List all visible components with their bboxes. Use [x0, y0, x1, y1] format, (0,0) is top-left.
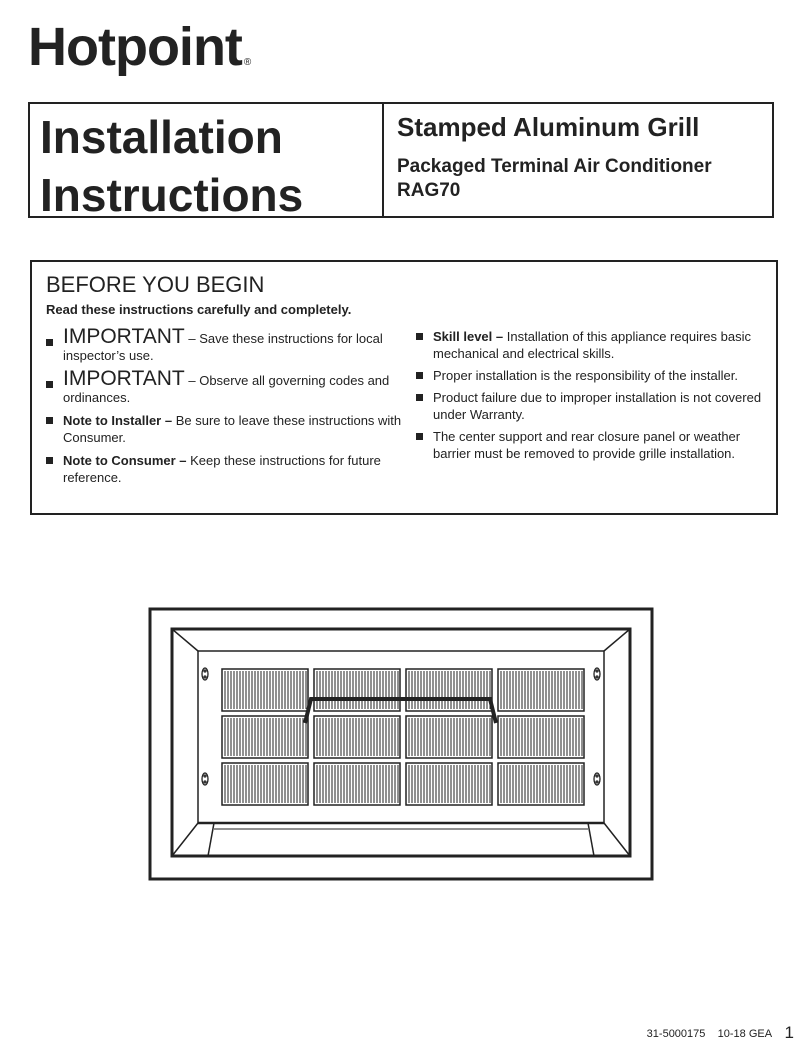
product-info — [384, 104, 712, 216]
bullet-icon — [46, 381, 53, 388]
page-number: 1 — [784, 1023, 794, 1042]
louver-panel — [314, 669, 400, 711]
louver-panel — [314, 716, 400, 758]
louver-panel — [406, 716, 492, 758]
item-lead: IMPORTANT — [63, 325, 185, 348]
item-text: Be sure to leave these instructions with Consumer. — [63, 413, 402, 445]
item-text: The center support and rear closure panel or weather barrier must be removed to provide grille installation. — [433, 429, 741, 461]
list-item — [46, 452, 402, 486]
louver-panel — [406, 669, 492, 711]
item-lead: Note to Installer – — [63, 413, 173, 428]
title-line-2: Instructions — [40, 169, 304, 221]
title-line-1: Installation — [40, 111, 283, 163]
product-category: Packaged Terminal Air Conditioner — [397, 156, 712, 177]
louver-panel — [406, 763, 492, 805]
list-item — [46, 367, 402, 406]
louver-panel — [314, 763, 400, 805]
revision-code: 10-18 GEA — [717, 1028, 772, 1040]
model-number: RAG70 — [397, 180, 461, 201]
item-text: – Save these instructions for local inspector’s use. — [63, 331, 383, 363]
product-name: Stamped Aluminum Grill — [397, 112, 700, 142]
section-subheading: Read these instructions carefully and completely. — [46, 302, 352, 317]
registered-mark: ® — [243, 57, 251, 68]
bullet-icon — [416, 433, 423, 440]
section-heading: BEFORE YOU BEGIN — [46, 272, 265, 297]
item-text: Installation of this appliance requires basic mechanical and electrical skills. — [433, 329, 751, 361]
title-box — [28, 102, 774, 221]
item-text: Product failure due to improper installation is not covered under Warranty. — [433, 390, 762, 422]
item-lead: Skill level – — [433, 329, 504, 344]
right-column — [416, 328, 766, 462]
before-you-begin-box — [30, 260, 778, 515]
document-title — [30, 104, 384, 221]
bullet-icon — [416, 394, 423, 401]
list-item — [416, 389, 766, 423]
list-item — [46, 412, 402, 446]
louver-panel — [498, 763, 584, 805]
louver-panel — [498, 669, 584, 711]
item-text: Proper installation is the responsibility of the installer. — [433, 368, 738, 383]
bullet-icon — [46, 457, 53, 464]
list-item — [46, 325, 402, 364]
left-column — [46, 325, 402, 486]
bullet-icon — [416, 333, 423, 340]
louver-panel — [222, 669, 308, 711]
list-item — [416, 428, 766, 462]
hotpoint-logo — [28, 16, 250, 78]
item-text: Keep these instructions for future reference. — [63, 453, 381, 485]
item-lead: Note to Consumer – — [63, 453, 187, 468]
item-lead: IMPORTANT — [63, 367, 185, 390]
list-item — [416, 367, 766, 384]
bullet-icon — [46, 417, 53, 424]
brand-name: Hotpoint — [28, 17, 242, 77]
bullet-icon — [46, 339, 53, 346]
louver-panel — [498, 716, 584, 758]
page-footer — [647, 1023, 794, 1043]
list-item — [416, 328, 766, 362]
bullet-icon — [416, 372, 423, 379]
document-number: 31-5000175 — [646, 1028, 706, 1040]
grille-illustration — [148, 607, 654, 881]
louver-panel — [222, 716, 308, 758]
item-text: – Observe all governing codes and ordinances. — [63, 373, 390, 405]
louver-panel — [222, 763, 308, 805]
